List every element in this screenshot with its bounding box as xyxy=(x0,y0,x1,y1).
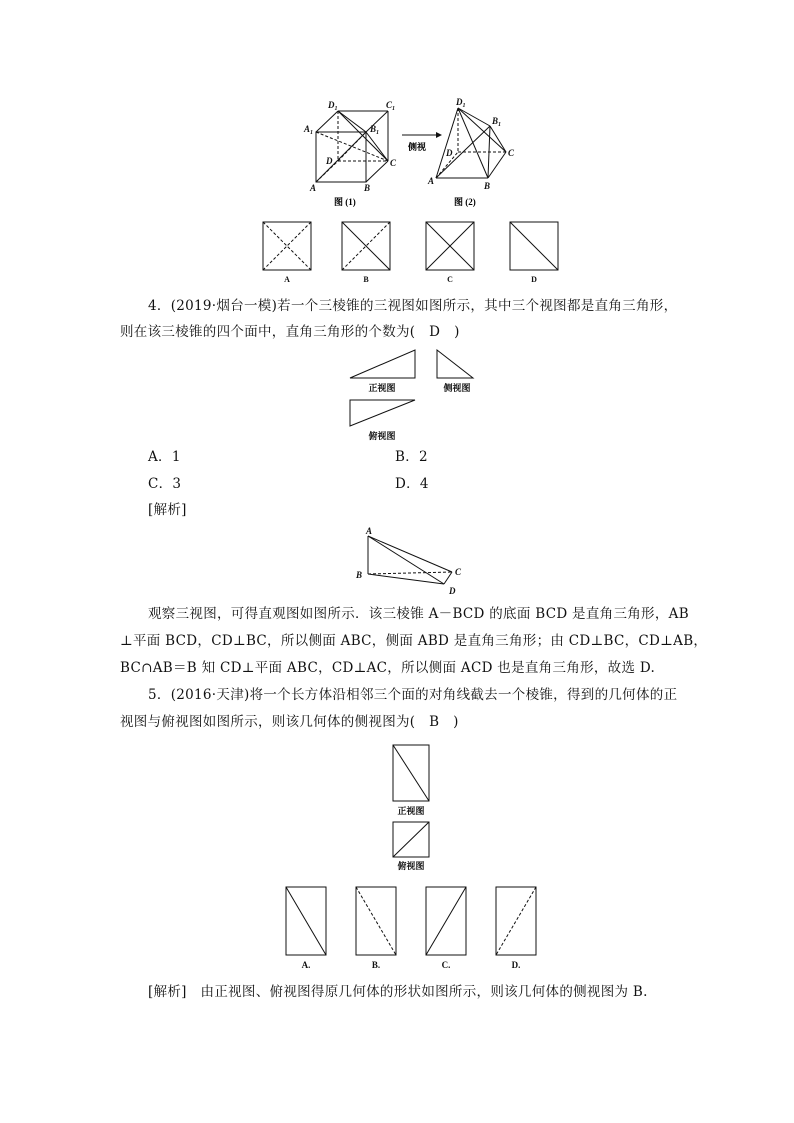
svg-text:B1: $B_1$ xyxy=(492,116,502,128)
cube-figures xyxy=(290,92,530,212)
q5-two-views xyxy=(380,740,450,872)
label-a: A xyxy=(310,183,317,193)
label2-b1: B xyxy=(492,116,499,126)
q5-option-a xyxy=(286,887,326,955)
arrow-label: 侧视 xyxy=(408,142,427,152)
svg-text:D1: $D_1$ xyxy=(456,97,466,109)
label-c1: C xyxy=(386,100,393,110)
option-square-b xyxy=(342,222,390,270)
label2-d1: D xyxy=(456,97,463,107)
label2-d: D xyxy=(446,148,453,158)
q4-label-b: B xyxy=(356,570,363,580)
q5-option-label-a: A. xyxy=(301,960,311,970)
option-square-a xyxy=(263,222,311,270)
svg-text:B1: $B_1$ xyxy=(370,124,380,136)
option-square-c xyxy=(426,222,474,270)
q4-front-caption: 正视图 xyxy=(368,383,396,393)
svg-text:C1: $C_1$ xyxy=(386,100,396,112)
q4-front-view xyxy=(350,350,415,378)
q5-option-c xyxy=(426,887,466,955)
q4-solution-line-1: 观察三视图，可得直观图如图所示．该三棱锥 A－BCD 的底面 BCD 是直角三角形，AB xyxy=(148,606,689,622)
q4-label-a: A xyxy=(366,526,373,536)
arrow-head xyxy=(436,132,442,138)
q4-side-caption: 侧视图 xyxy=(443,383,471,393)
q5-line-2: 视图与俯视图如图所示，则该几何体的侧视图为( B ) xyxy=(120,714,459,730)
option-label-d: D xyxy=(531,275,537,284)
q4-top-view xyxy=(350,400,415,426)
q4-label-c: C xyxy=(455,567,462,577)
label-a1: A xyxy=(304,124,311,134)
cube-figure-1 xyxy=(316,111,388,182)
q4-line-1: 4．(2019·烟台一模)若一个三棱锥的三视图如图所示，其中三个视图都是直角三角形， xyxy=(148,298,678,314)
option-square-d xyxy=(510,222,558,270)
q5-option-d xyxy=(496,887,536,955)
q4-label-d: D xyxy=(449,586,456,596)
label-c: C xyxy=(390,158,397,168)
label-b: B xyxy=(364,183,371,193)
q4-line-2: 则在该三棱锥的四个面中，直角三角形的个数为( D ) xyxy=(120,324,460,340)
q4-solution-line-3: BC∩AB＝B 知 CD⊥平面 ABC，CD⊥AC，所以侧面 ACD 也是直角三角形，故选 D. xyxy=(120,660,656,676)
q5-option-b xyxy=(356,887,396,955)
svg-text:D1: $D_1$ xyxy=(328,100,338,112)
q4-choice-b: B．2 xyxy=(395,449,428,465)
q4-solution-line-2: ⊥平面 BCD，CD⊥BC，所以侧面 ABC，侧面 ABD 是直角三角形；由 CD⊥BC，CD⊥AB， xyxy=(120,633,708,649)
fig2-caption: 图 (2) xyxy=(454,197,476,207)
label2-a: A xyxy=(428,176,435,186)
q4-top-caption: 俯视图 xyxy=(368,431,396,441)
q5-option-label-b: B. xyxy=(371,960,381,970)
option-label-a: A xyxy=(284,275,290,284)
q4-choice-d: D．4 xyxy=(395,476,429,492)
q4-choice-a: A．1 xyxy=(148,449,181,465)
q5-option-label-c: C. xyxy=(441,960,451,970)
q4-three-views xyxy=(345,348,485,440)
q4-pyramid-figure xyxy=(352,526,472,598)
q5-front-view xyxy=(393,745,429,801)
fig1-caption: 图 (1) xyxy=(334,197,356,207)
q4-choice-c: C．3 xyxy=(148,476,182,492)
q5-analysis: [解析] 由正视图、俯视图得原几何体的形状如图所示，则该几何体的侧视图为 B. xyxy=(148,984,648,1000)
label2-c: C xyxy=(508,148,515,158)
q5-options xyxy=(278,882,558,970)
q4-analysis-tag: [解析] xyxy=(148,502,187,518)
option-squares xyxy=(258,220,568,290)
option-label-c: C xyxy=(447,275,453,284)
svg-text:A1: $A_1$ xyxy=(304,124,314,136)
label-b1: B xyxy=(370,124,377,134)
label-d: D xyxy=(326,156,333,166)
option-label-b: B xyxy=(363,275,369,284)
q4-side-view xyxy=(437,350,473,378)
q5-top-caption: 俯视图 xyxy=(397,861,425,871)
q5-front-caption: 正视图 xyxy=(397,806,425,816)
label2-b: B xyxy=(484,181,491,191)
q5-top-view xyxy=(393,822,429,857)
q5-option-label-d: D. xyxy=(511,960,521,970)
q5-line-1: 5．(2016·天津)将一个长方体沿相邻三个面的对角线截去一个棱锥，得到的几何体的正 xyxy=(148,687,678,703)
label-d1: D xyxy=(328,100,335,110)
